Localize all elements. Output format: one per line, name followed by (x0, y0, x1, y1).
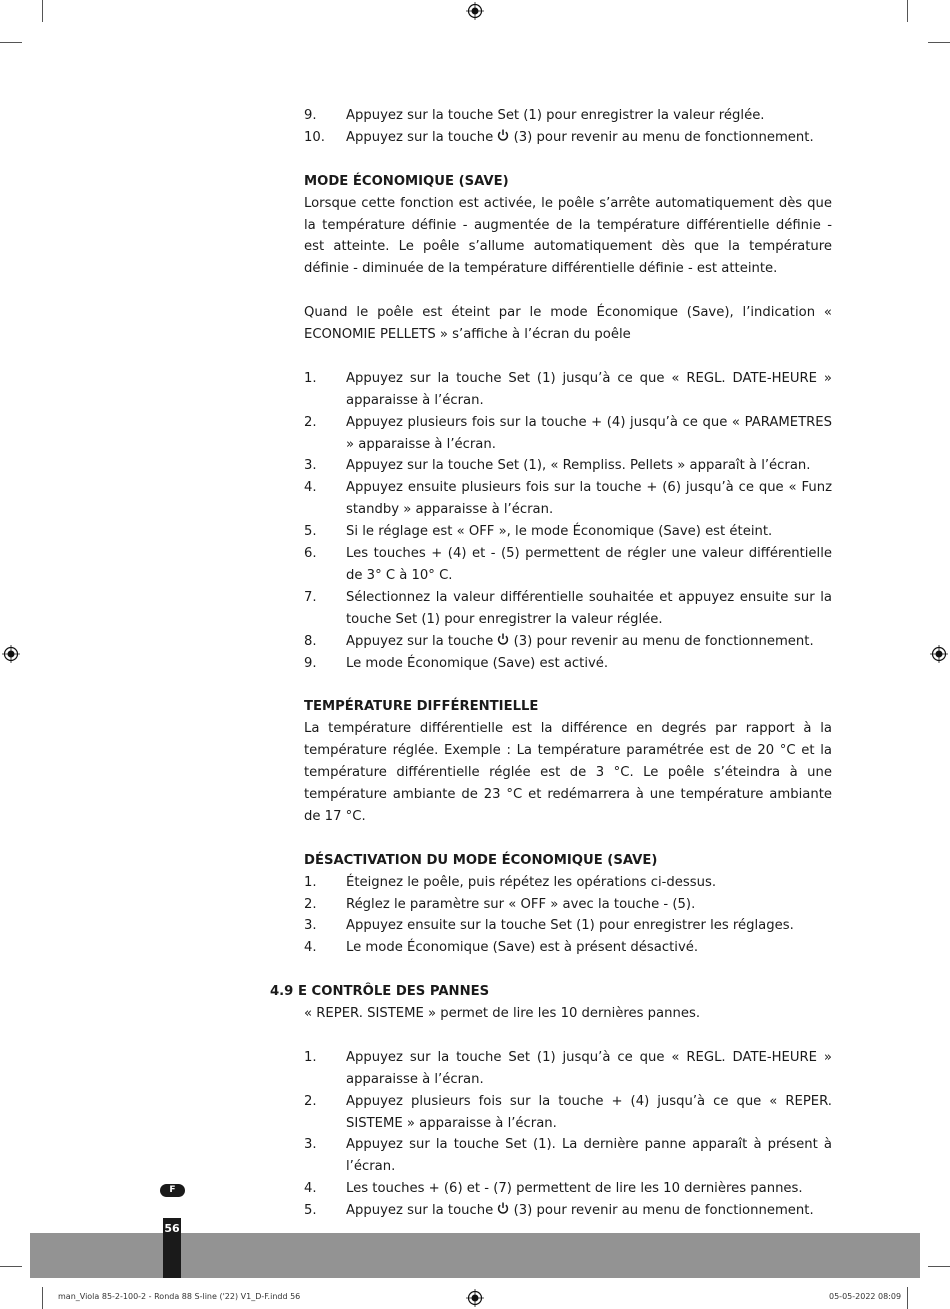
list-item: 4. Le mode Économique (Save) est à présent désactivé. (304, 940, 699, 956)
paragraph: La température différentielle est la différence en degrés par rapport à la température réglée. Exemple : La température paramétrée est de 20 °C et la température différentielle réglée est de 3 °C. Le poêle s’éteindra à une température ambiante de 23 °C et redémarrera à une température ambiante de 17 °C. (304, 721, 832, 824)
section-heading: DÉSACTIVATION DU MODE ÉCONOMIQUE (SAVE) (304, 852, 658, 868)
paragraph: « REPER. SISTEME » permet de lire les 10 dernières pannes. (304, 1006, 701, 1022)
section-heading: TEMPÉRATURE DIFFÉRENTIELLE (304, 699, 539, 715)
list-item: 2. Appuyez plusieurs fois sur la touche + (4) jusqu’à ce que « REPER. SISTEME » apparaisse à l’écran. (304, 1093, 832, 1131)
crop-mark (907, 0, 908, 22)
paragraph: Quand le poêle est éteint par le mode Économique (Save), l’indication « ECONOMIE PELLETS » s’affiche à l’écran du poêle (304, 305, 832, 343)
crop-mark (0, 42, 22, 43)
page-body (270, 105, 832, 1222)
list-item: 4. Appuyez ensuite plusieurs fois sur la touche + (6) jusqu’à ce que « Funz standby » apparaisse à l’écran. (304, 480, 832, 518)
crop-mark (928, 1266, 950, 1267)
page-number: 56 (163, 1218, 181, 1278)
language-badge: F (160, 1184, 185, 1197)
registration-mark-icon (2, 645, 20, 663)
power-icon (497, 1202, 509, 1215)
power-icon (497, 633, 509, 646)
list-item: 1. Éteignez le poêle, puis répétez les opérations ci-dessus. (304, 874, 717, 890)
list-item: 6. Les touches + (4) et - (5) permettent de régler une valeur différentielle de 3° C à 10° C. (304, 546, 832, 583)
list-item: 9. Appuyez sur la touche Set (1) pour enregistrer la valeur réglée. (304, 108, 765, 123)
crop-mark (907, 1287, 908, 1309)
crop-mark (0, 1266, 22, 1267)
list-item: 3. Appuyez sur la touche Set (1). La dernière panne apparaît à présent à l’écran. (304, 1137, 832, 1175)
list-item: 3. Appuyez ensuite sur la touche Set (1) pour enregistrer les réglages. (304, 918, 794, 934)
list-item: 3. Appuyez sur la touche Set (1), « Rempliss. Pellets » apparaît à l’écran. (304, 458, 811, 474)
list-item: 2. Réglez le paramètre sur « OFF » avec la touche - (5). (304, 896, 696, 912)
list-item: 7. Sélectionnez la valeur différentielle souhaitée et appuyez ensuite sur la touche Set (1) pour enregistrer la valeur réglée. (304, 589, 832, 627)
list-item: 5. Si le réglage est « OFF », le mode Économique (Save) est éteint. (304, 524, 773, 540)
crop-mark (42, 0, 43, 22)
print-slug-file: man_Viola 85-2-100-2 - Ronda 88 S-line ('22) V1_D-F.indd 56 (58, 1292, 301, 1301)
list-item: 1. Appuyez sur la touche Set (1) jusqu’à ce que « REGL. DATE-HEURE » apparaisse à l’écran. (304, 370, 832, 408)
list-item: 2. Appuyez plusieurs fois sur la touche + (4) jusqu’à ce que « PARAMETRES » apparaisse à l’écran. (304, 414, 832, 452)
registration-mark-icon (466, 1289, 484, 1307)
list-item: 1. Appuyez sur la touche Set (1) jusqu’à ce que « REGL. DATE-HEURE » apparaisse à l’écran. (304, 1049, 832, 1087)
power-icon (497, 129, 509, 142)
section-title: 4.9 E CONTRÔLE DES PANNES (270, 984, 490, 1000)
section-heading: MODE ÉCONOMIQUE (SAVE) (304, 173, 509, 189)
crop-mark (928, 42, 950, 43)
registration-mark-icon (930, 645, 948, 663)
registration-mark-icon (466, 2, 484, 20)
list-item: 4. Les touches + (6) et - (7) permettent de lire les 10 dernières pannes. (304, 1181, 803, 1197)
list-item: 9. Le mode Économique (Save) est activé. (304, 655, 609, 671)
eco-steps (304, 368, 832, 675)
list-item: 5. Appuyez sur la touche (3) pour revenir au menu de fonctionnement. (304, 1203, 814, 1219)
list-item: 10. Appuyez sur la touche (3) pour revenir au menu de fonctionnement. (304, 129, 814, 145)
print-slug-date: 05-05-2022 08:09 (829, 1292, 902, 1301)
paragraph: Lorsque cette fonction est activée, le poêle s’arrête automatiquement dès que la température définie - augmentée de la température différentielle définie - est atteinte. Le poêle s’allume automatiquement dès que la température définie - diminuée de la température différentielle définie - est atteinte. (304, 195, 832, 277)
crop-mark (42, 1287, 43, 1309)
list-item: 8. Appuyez sur la touche (3) pour revenir au menu de fonctionnement. (304, 633, 814, 649)
